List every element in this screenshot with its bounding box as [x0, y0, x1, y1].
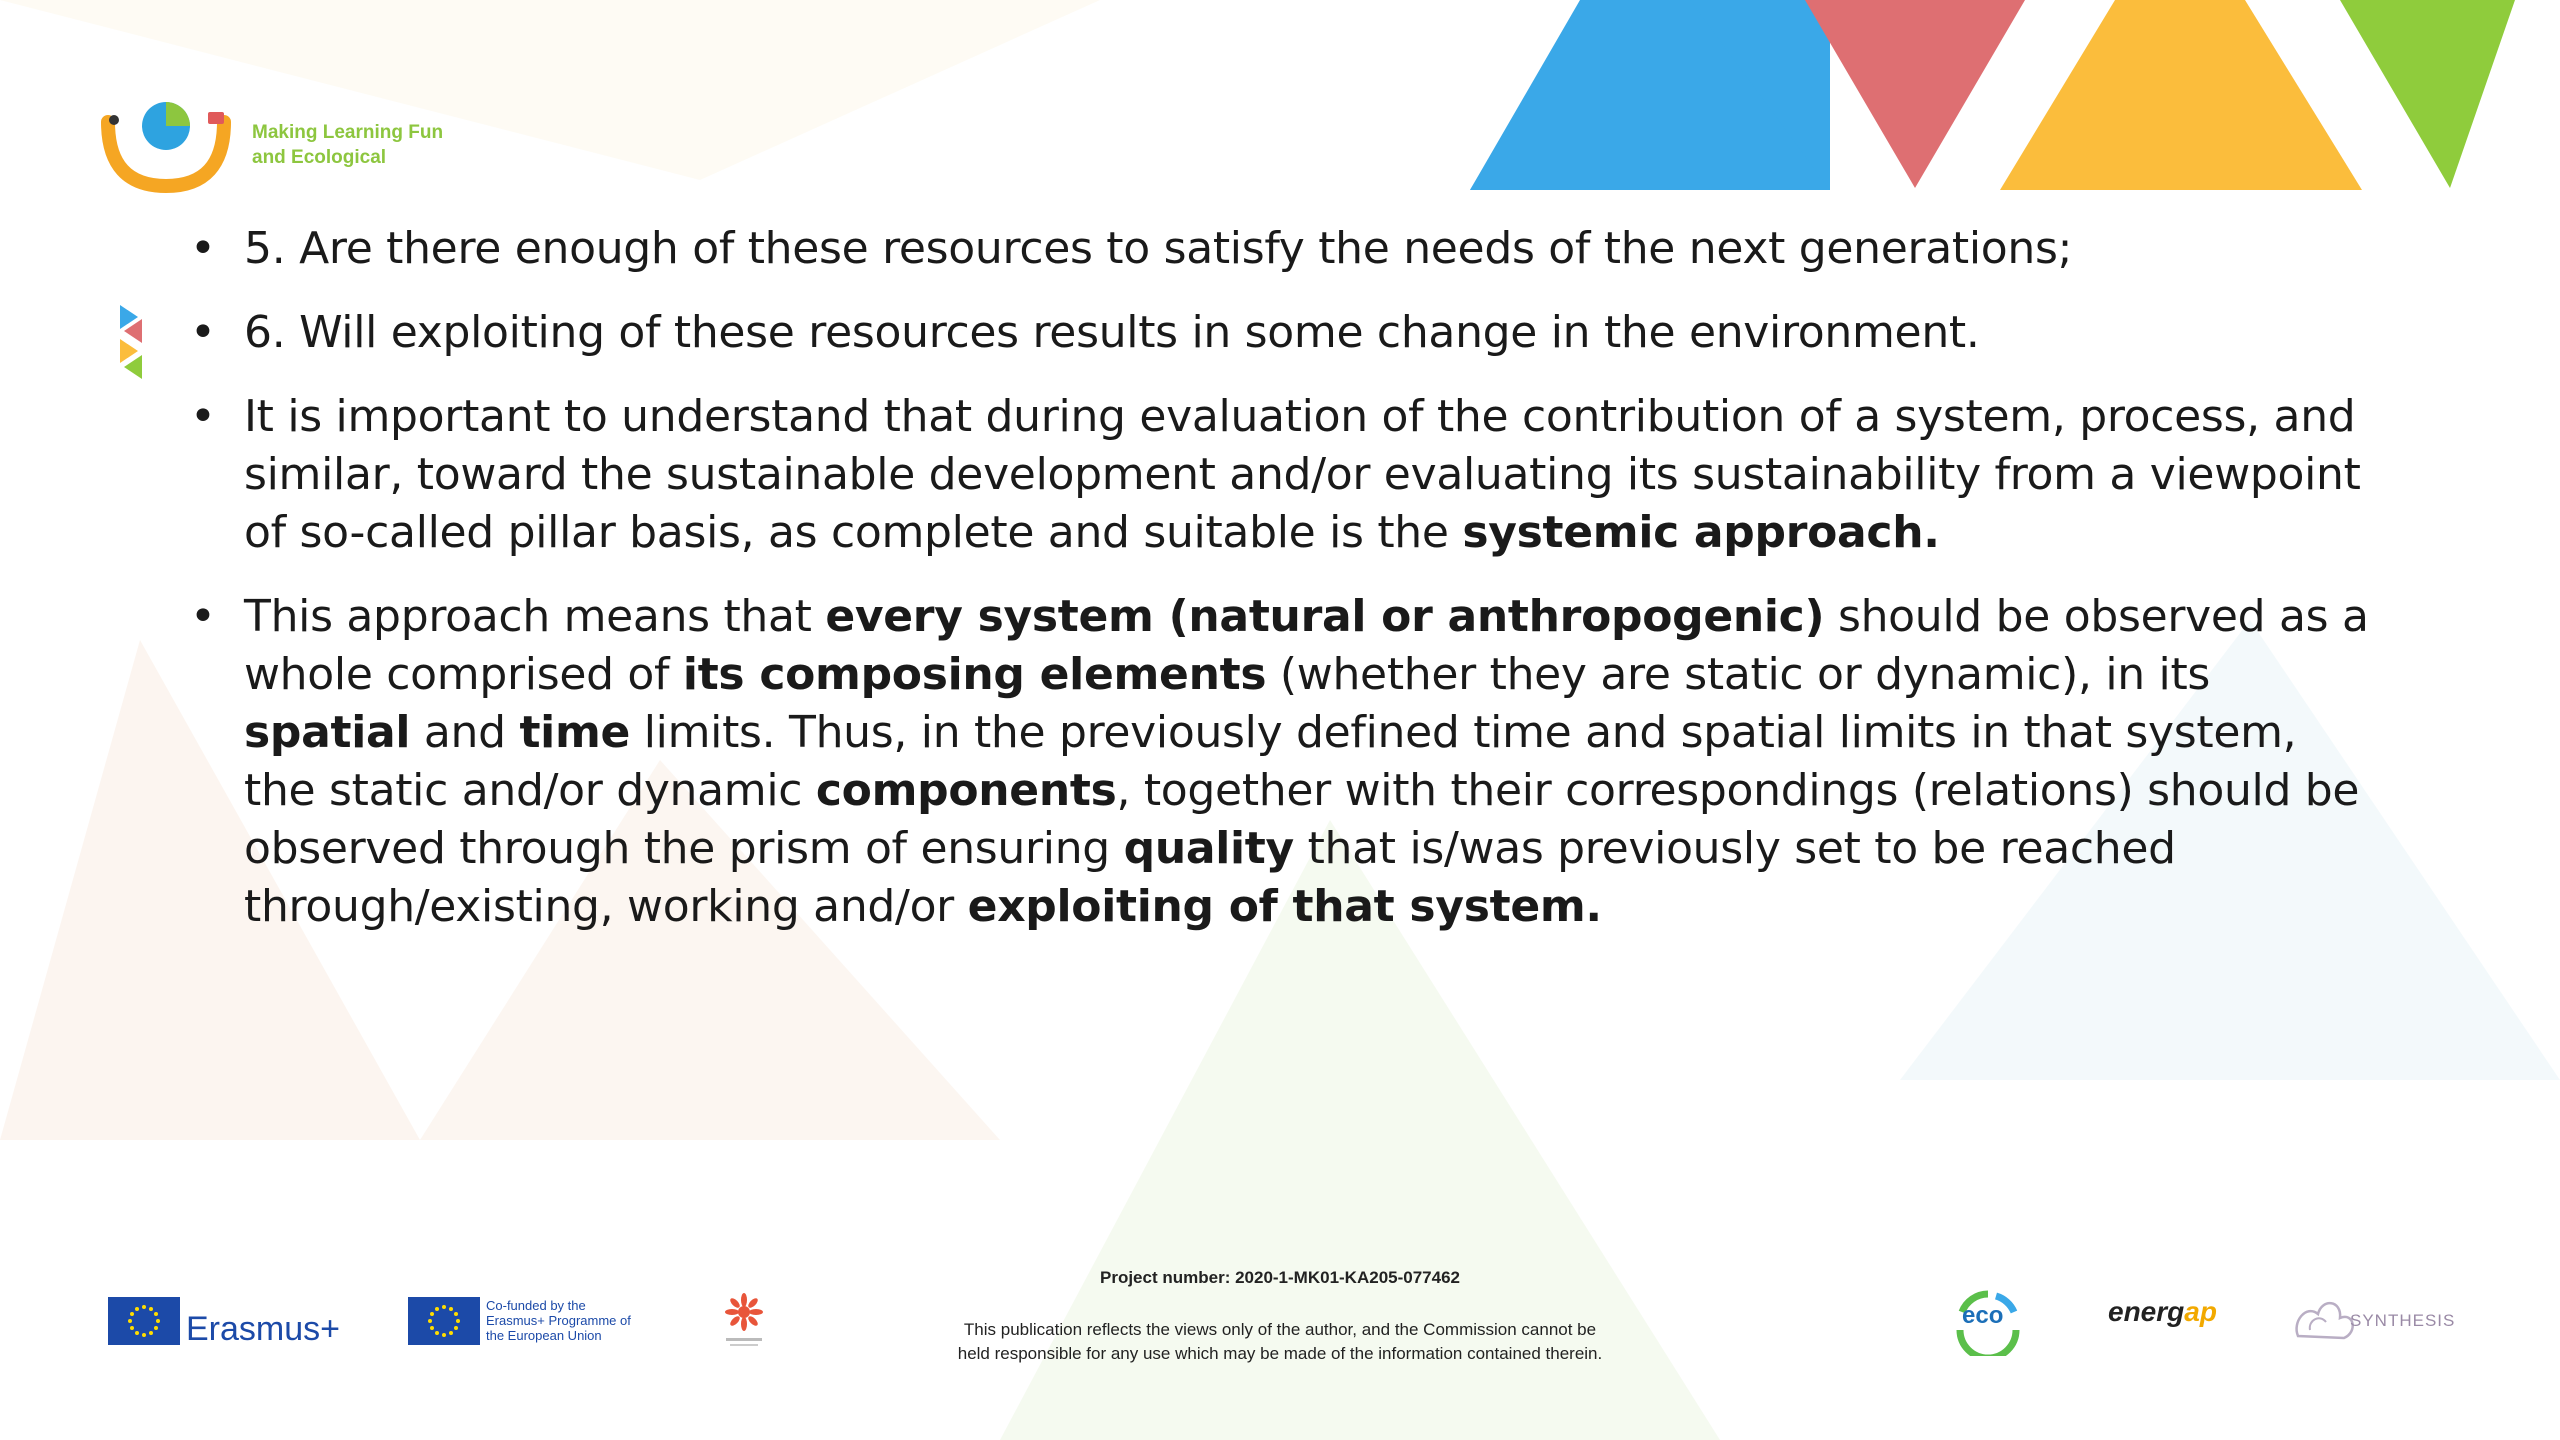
bullet-emphasis: components — [815, 765, 1117, 816]
green-triangle — [2340, 0, 2515, 188]
bullet-text: 5. Are there enough of these resources to satisfy the needs of the next generations; — [244, 223, 2073, 274]
partner-flower-logo-icon — [716, 1290, 772, 1350]
project-number: Project number: 2020-1-MK01-KA205-077462 — [1100, 1268, 1460, 1287]
bullet-list — [190, 220, 2370, 936]
logo-tagline-line2: and Ecological — [252, 147, 387, 168]
bullet-emphasis: its composing elements — [682, 649, 1267, 700]
logo-tagline-line1: Making Learning Fun — [252, 122, 444, 143]
bullet-item — [190, 588, 2370, 936]
bullet-text: This approach means that — [244, 591, 826, 642]
bullet-item — [190, 388, 2370, 562]
logo-tagline — [252, 120, 443, 170]
red-triangle — [1805, 0, 2025, 188]
bullet-text: that is/was previously set to be reached through/existing, working and/or — [244, 823, 2176, 932]
bullet-emphasis: spatial — [244, 707, 411, 758]
bullet-item — [190, 220, 2370, 278]
erasmus-logo-text: Erasmus+ — [186, 1310, 340, 1348]
cofunded-text: Co-funded by the Erasmus+ Programme of the European Union — [486, 1298, 631, 1343]
bullet-text: It is important to understand that during evaluation of the contribution of a system, process, and similar, toward the sustainable development and/or evaluating its sustainability from a viewpoint of so-called pillar basis, as complete and suitable is the — [244, 391, 2361, 558]
bullet-text: 6. Will exploiting of these resources results in some change in the environment. — [244, 307, 1980, 358]
eu-flag-icon — [108, 1297, 180, 1345]
energap-logo — [2108, 1296, 2217, 1328]
bullet-text: (whether they are static or dynamic), in its — [1266, 649, 2211, 700]
eco-logic-logo-text: eco — [1962, 1302, 2004, 1329]
disclaimer — [900, 1318, 1660, 1366]
yellow-triangle — [2000, 0, 2362, 190]
bullet-emphasis: quality — [1123, 823, 1294, 874]
energap-logo-text-a: energ — [2108, 1296, 2185, 1327]
bullet-emphasis: systemic approach. — [1462, 507, 1940, 558]
energap-logo-text-b: ap — [2184, 1296, 2217, 1327]
bullet-item — [190, 304, 2370, 362]
side-marker-icon — [116, 305, 146, 381]
bullet-text: limits. Thus, in the previously defined time and spatial limits in that system, the static and/or dynamic — [244, 707, 2297, 816]
slide-content — [190, 220, 2370, 962]
synthesis-logo-text: SYNTHESIS — [2350, 1311, 2456, 1330]
disclaimer-line1: This publication reflects the views only of the author, and the Commission cannot be — [963, 1320, 1597, 1339]
bullet-emphasis: time — [519, 707, 631, 758]
bullet-emphasis: every system (natural or anthropogenic) — [825, 591, 1825, 642]
bullet-text: , together with their correspondings (relations) should be observed through the prism of ensuring — [244, 765, 2360, 874]
bullet-text: should be observed as a whole comprised of — [244, 591, 2369, 700]
eu-flag-icon — [408, 1297, 480, 1345]
bullet-text: and — [410, 707, 520, 758]
disclaimer-line2: held responsible for any use which may be made of the information contained therein. — [957, 1344, 1603, 1363]
bullet-emphasis: exploiting of that system. — [967, 881, 1602, 932]
